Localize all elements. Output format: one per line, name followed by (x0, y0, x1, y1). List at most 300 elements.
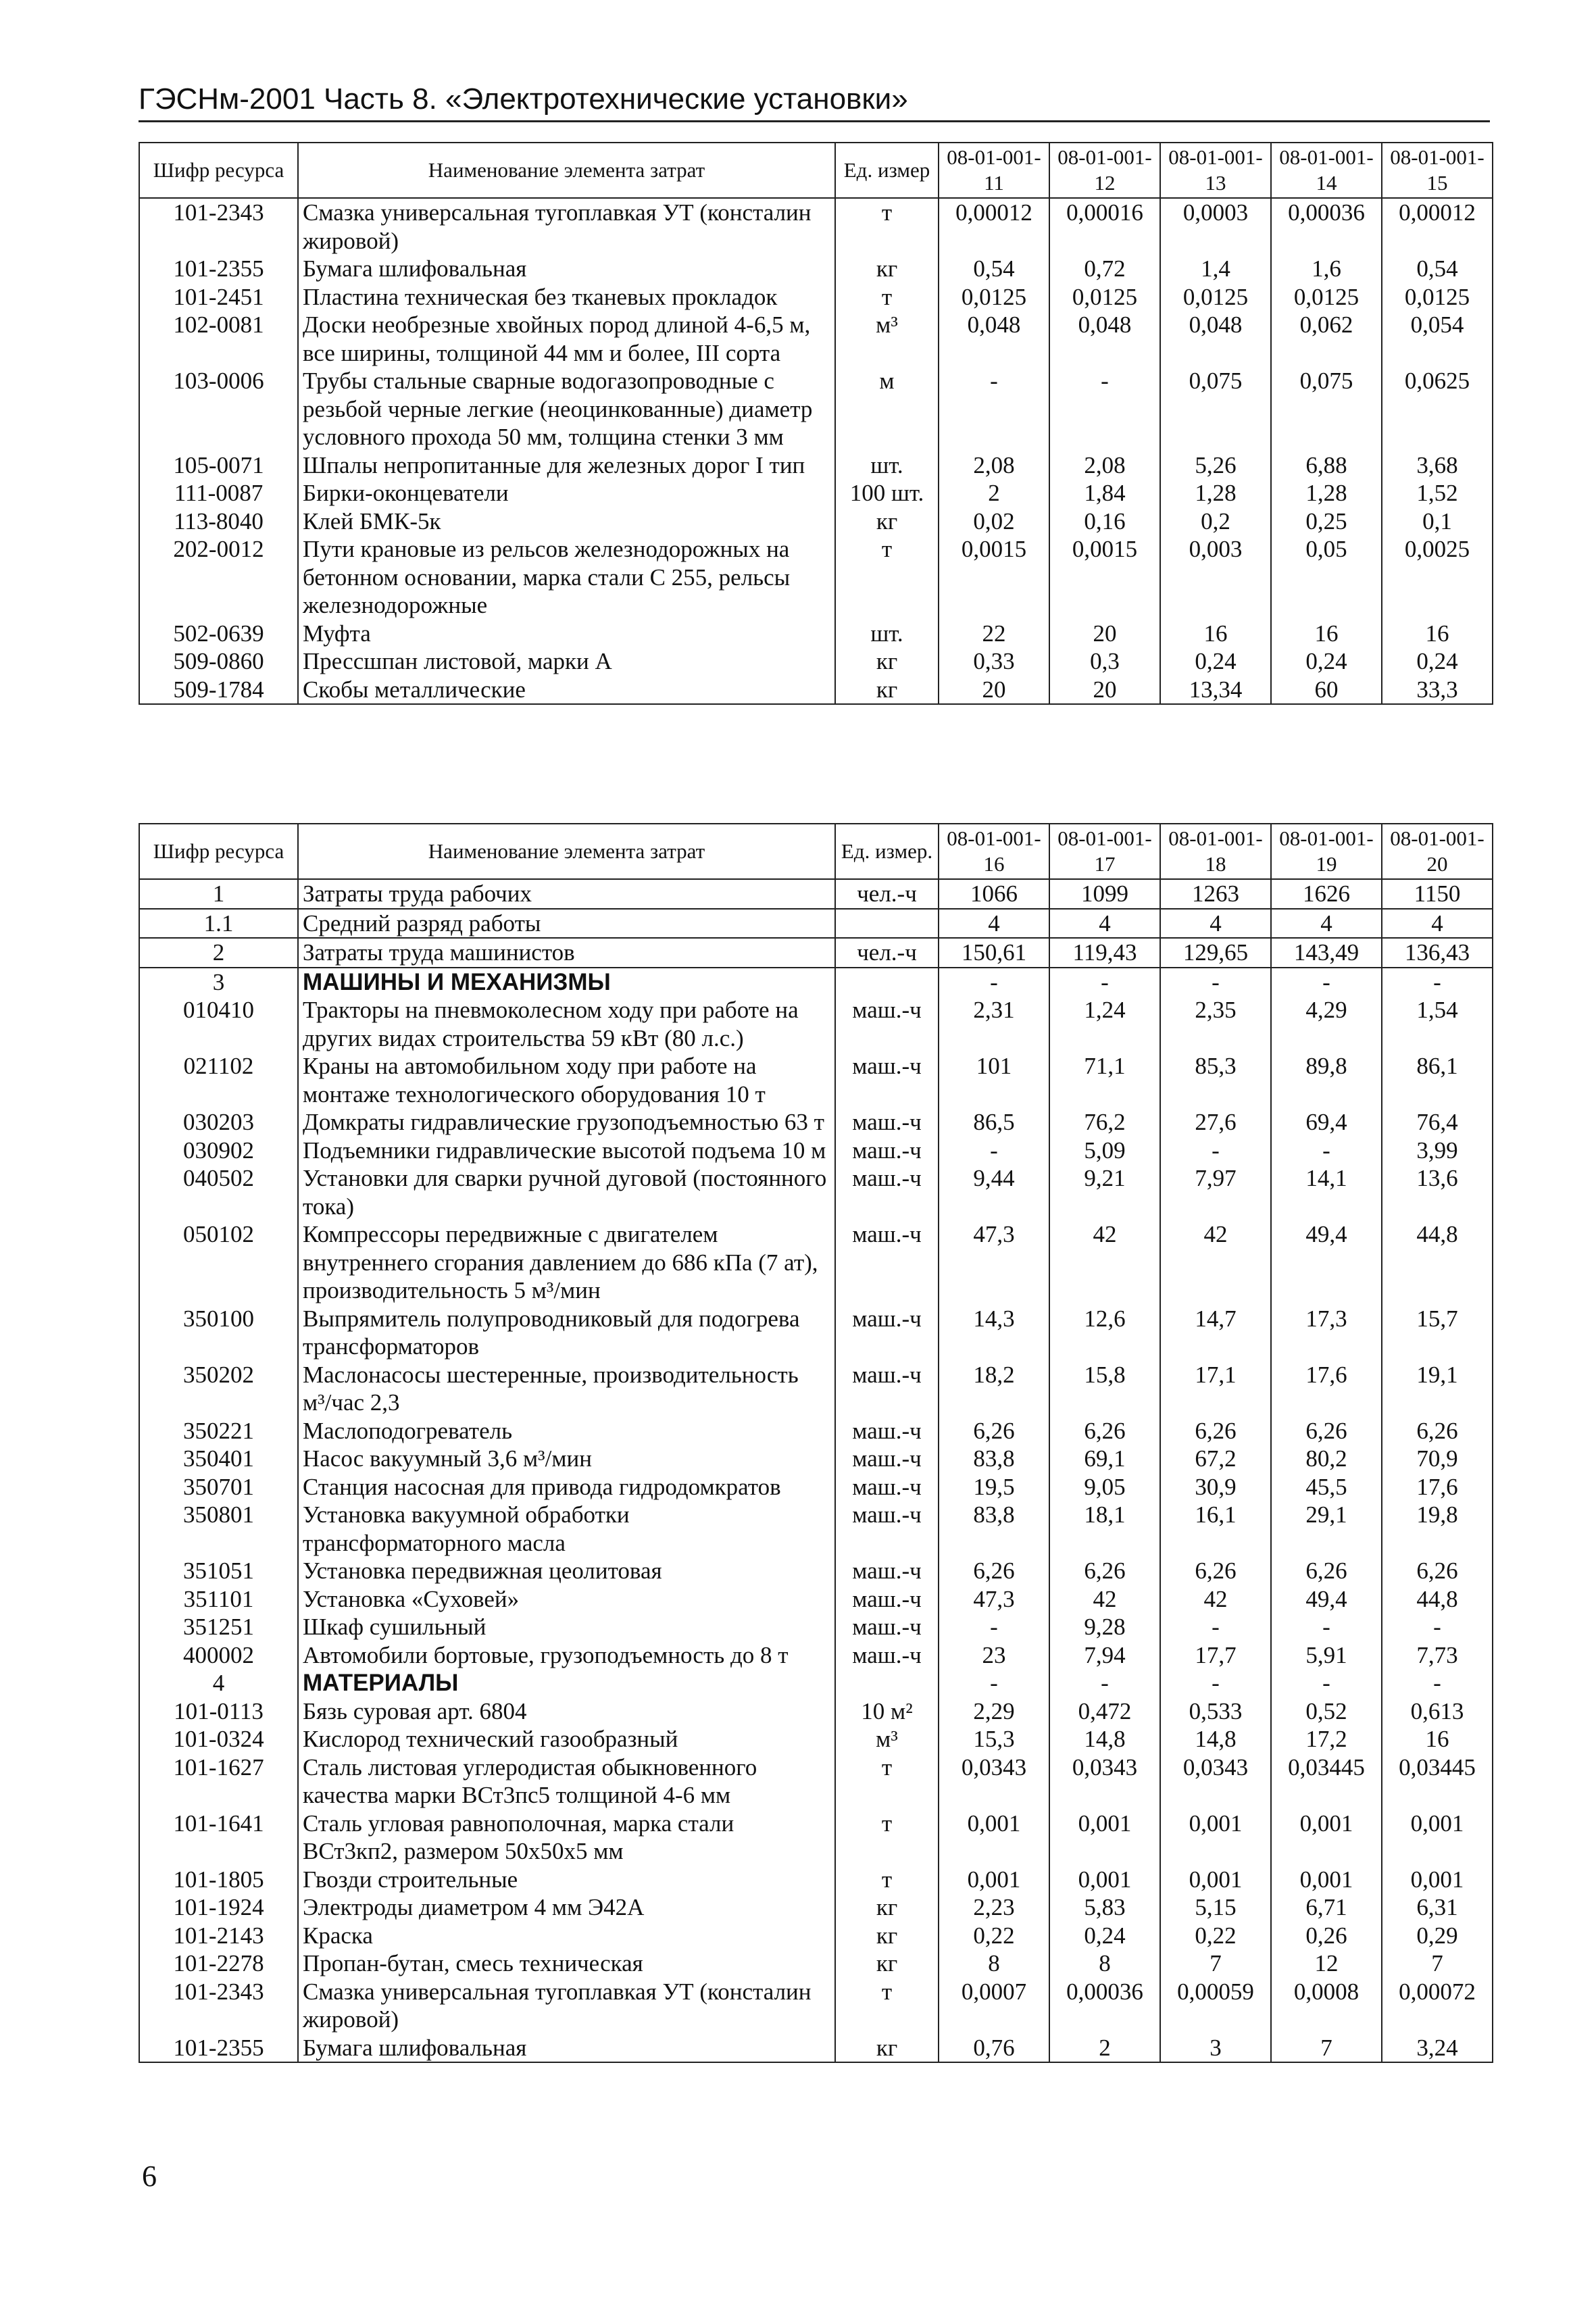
resource-name-cell: Доски необрезные хвойных пород длиной 4-6,5 м, все ширины, толщиной 44 мм и более, III сорта (298, 311, 835, 367)
value-cell: 0,02 (939, 507, 1049, 536)
value-cell: 33,3 (1382, 676, 1493, 705)
unit-cell: 10 м² (835, 1697, 939, 1726)
resource-code-cell: 351101 (139, 1585, 298, 1614)
header-rule (139, 120, 1490, 122)
resource-code-cell: 040502 (139, 1164, 298, 1220)
value-cell: 18,1 (1049, 1501, 1160, 1557)
resource-name-cell: Затраты труда машинистов (298, 938, 835, 968)
value-cell: 0,16 (1049, 507, 1160, 536)
resource-code-cell: 202-0012 (139, 535, 298, 620)
resource-name-cell: Бумага шлифовальная (298, 255, 835, 283)
value-cell: 85,3 (1160, 1052, 1271, 1108)
value-cell: 30,9 (1160, 1473, 1271, 1501)
resource-name-cell: МАШИНЫ И МЕХАНИЗМЫ (298, 968, 835, 997)
value-cell: 6,26 (939, 1417, 1049, 1445)
value-cell: 4 (1382, 909, 1493, 939)
table-row (139, 1501, 1493, 1557)
value-cell: 9,44 (939, 1164, 1049, 1220)
value-cell: 6,26 (1049, 1417, 1160, 1445)
resource-name-cell: Автомобили бортовые, грузоподъемность до 8 т (298, 1641, 835, 1670)
resource-name-cell: Электроды диаметром 4 мм Э42А (298, 1893, 835, 1922)
value-cell: 1263 (1160, 879, 1271, 909)
value-cell: 0,03445 (1382, 1753, 1493, 1810)
value-cell: 2,31 (939, 996, 1049, 1052)
value-cell: 0,05 (1271, 535, 1382, 620)
resource-code-cell: 2 (139, 938, 298, 968)
unit-cell (835, 968, 939, 997)
value-cell: 7 (1271, 2034, 1382, 2063)
resource-code-cell: 101-2343 (139, 198, 298, 255)
column-header: Шифр ресурса (139, 143, 298, 198)
resource-table-1 (139, 142, 1493, 705)
value-cell: 13,6 (1382, 1164, 1493, 1220)
value-cell: 86,1 (1382, 1052, 1493, 1108)
value-cell: 9,28 (1049, 1613, 1160, 1641)
table-body (139, 198, 1493, 704)
value-cell: 47,3 (939, 1585, 1049, 1614)
value-cell: - (939, 367, 1049, 451)
table-row (139, 968, 1493, 997)
value-cell: 17,7 (1160, 1641, 1271, 1670)
column-header: Шифр ресурса (139, 824, 298, 879)
value-cell: 5,83 (1049, 1893, 1160, 1922)
value-cell: 0,1 (1382, 507, 1493, 536)
value-cell: 67,2 (1160, 1445, 1271, 1473)
value-cell: 13,34 (1160, 676, 1271, 705)
resource-name-cell: Установка передвижная цеолитовая (298, 1557, 835, 1585)
resource-name-cell: Бирки-оконцеватели (298, 479, 835, 507)
value-cell: 0,76 (939, 2034, 1049, 2063)
table-row (139, 909, 1493, 939)
value-cell: 9,05 (1049, 1473, 1160, 1501)
table-row (139, 1052, 1493, 1108)
value-cell: 6,26 (1160, 1417, 1271, 1445)
table-row (139, 1585, 1493, 1614)
value-cell: 17,6 (1271, 1361, 1382, 1417)
value-cell: 0,29 (1382, 1922, 1493, 1950)
value-cell: 17,2 (1271, 1725, 1382, 1753)
value-cell: - (1160, 1669, 1271, 1697)
resource-code-cell: 502-0639 (139, 620, 298, 648)
value-cell: 16 (1382, 1725, 1493, 1753)
value-cell: 12 (1271, 1949, 1382, 1978)
value-cell: 0,0015 (939, 535, 1049, 620)
table-row (139, 1417, 1493, 1445)
resource-code-cell: 351251 (139, 1613, 298, 1641)
table-row (139, 1108, 1493, 1137)
value-cell: 4 (1271, 909, 1382, 939)
resource-name-cell: МАТЕРИАЛЫ (298, 1669, 835, 1697)
value-cell: 2,35 (1160, 996, 1271, 1052)
table-row (139, 1893, 1493, 1922)
unit-cell: м³ (835, 1725, 939, 1753)
value-cell: 150,61 (939, 938, 1049, 968)
table-row (139, 1557, 1493, 1585)
value-cell: 14,8 (1160, 1725, 1271, 1753)
column-header: Наименование элемента затрат (298, 824, 835, 879)
unit-cell: т (835, 283, 939, 312)
value-cell: 2,08 (939, 451, 1049, 480)
value-cell: - (1160, 1137, 1271, 1165)
table-row (139, 676, 1493, 705)
resource-table-2 (139, 823, 1493, 2063)
value-cell: 14,3 (939, 1305, 1049, 1361)
value-cell: 1,54 (1382, 996, 1493, 1052)
value-cell: 44,8 (1382, 1220, 1493, 1305)
value-cell: 1099 (1049, 879, 1160, 909)
value-cell: 86,5 (939, 1108, 1049, 1137)
resource-code-cell: 509-0860 (139, 647, 298, 676)
resource-code-cell: 400002 (139, 1641, 298, 1670)
value-cell: 6,26 (1271, 1557, 1382, 1585)
unit-cell: чел.-ч (835, 879, 939, 909)
unit-cell: кг (835, 676, 939, 705)
resource-code-cell: 350202 (139, 1361, 298, 1417)
unit-cell: маш.-ч (835, 1108, 939, 1137)
value-cell: 6,26 (1160, 1557, 1271, 1585)
value-cell: 0,00012 (1382, 198, 1493, 255)
value-cell: 0,0025 (1382, 535, 1493, 620)
table-row (139, 367, 1493, 451)
table-row (139, 1949, 1493, 1978)
value-cell: 1626 (1271, 879, 1382, 909)
unit-cell: маш.-ч (835, 1361, 939, 1417)
value-cell: - (1271, 968, 1382, 997)
resource-code-cell: 1 (139, 879, 298, 909)
unit-cell: маш.-ч (835, 996, 939, 1052)
value-cell: 70,9 (1382, 1445, 1493, 1473)
table-row (139, 311, 1493, 367)
table-row (139, 620, 1493, 648)
value-cell: 0,22 (1160, 1922, 1271, 1950)
value-cell: 42 (1049, 1220, 1160, 1305)
resource-code-cell: 350401 (139, 1445, 298, 1473)
value-cell: 0,0125 (939, 283, 1049, 312)
unit-cell: маш.-ч (835, 1137, 939, 1165)
value-cell: 20 (939, 676, 1049, 705)
unit-cell: чел.-ч (835, 938, 939, 968)
value-cell: 0,001 (1271, 1810, 1382, 1866)
value-cell: 0,54 (939, 255, 1049, 283)
value-cell: - (1049, 968, 1160, 997)
resource-code-cell: 350701 (139, 1473, 298, 1501)
value-cell: 0,001 (1160, 1866, 1271, 1894)
value-cell: 0,00012 (939, 198, 1049, 255)
resource-name-cell: Клей БМК-5к (298, 507, 835, 536)
value-cell: 0,24 (1160, 647, 1271, 676)
value-cell: 44,8 (1382, 1585, 1493, 1614)
resource-name-cell: Маслоподогреватель (298, 1417, 835, 1445)
table-row (139, 1978, 1493, 2034)
value-cell: 17,6 (1382, 1473, 1493, 1501)
table-row (139, 1810, 1493, 1866)
table-row (139, 479, 1493, 507)
value-cell: 47,3 (939, 1220, 1049, 1305)
value-cell: 8 (939, 1949, 1049, 1978)
value-cell: 0,075 (1160, 367, 1271, 451)
column-header: 08-01-001-20 (1382, 824, 1493, 879)
page-number: 6 (142, 2160, 157, 2193)
unit-cell: маш.-ч (835, 1445, 939, 1473)
table-row (139, 938, 1493, 968)
value-cell: 6,26 (939, 1557, 1049, 1585)
resource-name-cell: Смазка универсальная тугоплавкая УТ (консталин жировой) (298, 198, 835, 255)
resource-code-cell: 101-2355 (139, 255, 298, 283)
table-row (139, 1305, 1493, 1361)
resource-name-cell: Пропан-бутан, смесь техническая (298, 1949, 835, 1978)
value-cell: 0,72 (1049, 255, 1160, 283)
value-cell: 3 (1160, 2034, 1271, 2063)
unit-cell: т (835, 1978, 939, 2034)
unit-cell: кг (835, 1922, 939, 1950)
value-cell: 19,5 (939, 1473, 1049, 1501)
value-cell: 7,97 (1160, 1164, 1271, 1220)
resource-name-cell: Сталь угловая равнополочная, марка стали ВСт3кп2, размером 50x50x5 мм (298, 1810, 835, 1866)
value-cell: 0,001 (1382, 1810, 1493, 1866)
page-header: ГЭСНм-2001 Часть 8. «Электротехнические установки» (139, 82, 908, 116)
column-header: 08-01-001-12 (1049, 143, 1160, 198)
value-cell: - (1271, 1137, 1382, 1165)
value-cell: 0,52 (1271, 1697, 1382, 1726)
value-cell: 7 (1382, 1949, 1493, 1978)
unit-cell: шт. (835, 620, 939, 648)
value-cell: 0,0015 (1049, 535, 1160, 620)
value-cell: 1,24 (1049, 996, 1160, 1052)
value-cell: 27,6 (1160, 1108, 1271, 1137)
value-cell: 1066 (939, 879, 1049, 909)
value-cell: 0,048 (939, 311, 1049, 367)
unit-cell: кг (835, 1893, 939, 1922)
resource-code-cell: 101-1627 (139, 1753, 298, 1810)
column-header: 08-01-001-13 (1160, 143, 1271, 198)
resource-name-cell: Средний разряд работы (298, 909, 835, 939)
value-cell: 22 (939, 620, 1049, 648)
value-cell: 0,03445 (1271, 1753, 1382, 1810)
unit-cell: т (835, 1810, 939, 1866)
value-cell: - (1271, 1613, 1382, 1641)
table-row (139, 879, 1493, 909)
value-cell: 3,68 (1382, 451, 1493, 480)
value-cell: 9,21 (1049, 1164, 1160, 1220)
value-cell: 69,1 (1049, 1445, 1160, 1473)
value-cell: - (1382, 1613, 1493, 1641)
value-cell: 49,4 (1271, 1585, 1382, 1614)
table-row (139, 1361, 1493, 1417)
unit-cell: т (835, 1753, 939, 1810)
value-cell: 0,0125 (1271, 283, 1382, 312)
value-cell: 0,054 (1382, 311, 1493, 367)
resource-code-cell: 050102 (139, 1220, 298, 1305)
value-cell: 0,613 (1382, 1697, 1493, 1726)
value-cell: 0,0343 (1160, 1753, 1271, 1810)
column-header: 08-01-001-11 (939, 143, 1049, 198)
value-cell: 1,28 (1160, 479, 1271, 507)
value-cell: 5,09 (1049, 1137, 1160, 1165)
value-cell: 0,0008 (1271, 1978, 1382, 2034)
resource-name-cell: Установка «Суховей» (298, 1585, 835, 1614)
value-cell: 0,0007 (939, 1978, 1049, 2034)
value-cell: 0,33 (939, 647, 1049, 676)
resource-code-cell: 101-0324 (139, 1725, 298, 1753)
value-cell: 42 (1160, 1585, 1271, 1614)
value-cell: 19,8 (1382, 1501, 1493, 1557)
value-cell: 0,3 (1049, 647, 1160, 676)
table-row (139, 535, 1493, 620)
table-row (139, 1669, 1493, 1697)
column-header: 08-01-001-14 (1271, 143, 1382, 198)
table-body (139, 879, 1493, 2062)
resource-name-cell: Сталь листовая углеродистая обыкновенного качества марки ВСт3пс5 толщиной 4-6 мм (298, 1753, 835, 1810)
value-cell: 0,24 (1382, 647, 1493, 676)
resource-name-cell: Тракторы на пневмоколесном ходу при работе на других видах строительства 59 кВт (80 л.с.) (298, 996, 835, 1052)
table-row (139, 1641, 1493, 1670)
table-row (139, 1753, 1493, 1810)
value-cell: 18,2 (939, 1361, 1049, 1417)
resource-name-cell: Краска (298, 1922, 835, 1950)
resource-name-cell: Трубы стальные сварные водогазопроводные с резьбой черные легкие (неоцинкованные) диаметр условного прохода 50 мм, толщина стенки 3 мм (298, 367, 835, 451)
value-cell: 0,0125 (1049, 283, 1160, 312)
unit-cell: кг (835, 507, 939, 536)
unit-cell: кг (835, 2034, 939, 2063)
unit-cell: маш.-ч (835, 1613, 939, 1641)
resource-code-cell: 3 (139, 968, 298, 997)
resource-name-cell: Гвозди строительные (298, 1866, 835, 1894)
resource-code-cell: 101-1924 (139, 1893, 298, 1922)
unit-cell (835, 1669, 939, 1697)
table-row (139, 1473, 1493, 1501)
table-header-row (139, 824, 1493, 879)
resource-name-cell: Шкаф сушильный (298, 1613, 835, 1641)
resource-name-cell: Муфта (298, 620, 835, 648)
resource-code-cell: 101-2451 (139, 283, 298, 312)
value-cell: 16 (1271, 620, 1382, 648)
table-row (139, 1613, 1493, 1641)
column-header: Ед. измер. (835, 824, 939, 879)
table-row (139, 451, 1493, 480)
value-cell: 2 (1049, 2034, 1160, 2063)
unit-cell: маш.-ч (835, 1585, 939, 1614)
value-cell: 80,2 (1271, 1445, 1382, 1473)
table-row (139, 1697, 1493, 1726)
resource-code-cell: 350801 (139, 1501, 298, 1557)
resource-name-cell: Выпрямитель полупроводниковый для подогрева трансформаторов (298, 1305, 835, 1361)
resource-code-cell: 010410 (139, 996, 298, 1052)
resource-name-cell: Пути крановые из рельсов железнодорожных на бетонном основании, марка стали С 255, рельсы железнодорожные (298, 535, 835, 620)
value-cell: 8 (1049, 1949, 1160, 1978)
unit-cell: маш.-ч (835, 1501, 939, 1557)
resource-name-cell: Маслонасосы шестеренные, производительность м³/час 2,3 (298, 1361, 835, 1417)
value-cell: 3,99 (1382, 1137, 1493, 1165)
resource-code-cell: 103-0006 (139, 367, 298, 451)
table-row (139, 996, 1493, 1052)
resource-name-cell: Подъемники гидравлические высотой подъема 10 м (298, 1137, 835, 1165)
value-cell: 0,001 (939, 1810, 1049, 1866)
value-cell: 83,8 (939, 1501, 1049, 1557)
value-cell: 1,84 (1049, 479, 1160, 507)
value-cell: 1,4 (1160, 255, 1271, 283)
table-row (139, 198, 1493, 255)
value-cell: 0,54 (1382, 255, 1493, 283)
value-cell: - (939, 1613, 1049, 1641)
unit-cell: маш.-ч (835, 1641, 939, 1670)
value-cell: 3,24 (1382, 2034, 1493, 2063)
value-cell: 14,7 (1160, 1305, 1271, 1361)
resource-name-cell: Насос вакуумный 3,6 м³/мин (298, 1445, 835, 1473)
resource-code-cell: 1.1 (139, 909, 298, 939)
value-cell: - (1271, 1669, 1382, 1697)
value-cell: 16,1 (1160, 1501, 1271, 1557)
value-cell: 0,2 (1160, 507, 1271, 536)
value-cell: 2,23 (939, 1893, 1049, 1922)
value-cell: 16 (1160, 620, 1271, 648)
resource-code-cell: 509-1784 (139, 676, 298, 705)
value-cell: 23 (939, 1641, 1049, 1670)
resource-code-cell: 101-2355 (139, 2034, 298, 2063)
value-cell: - (1160, 968, 1271, 997)
value-cell: 0,0125 (1160, 283, 1271, 312)
value-cell: 15,3 (939, 1725, 1049, 1753)
value-cell: 1150 (1382, 879, 1493, 909)
resource-code-cell: 4 (139, 1669, 298, 1697)
unit-cell: т (835, 1866, 939, 1894)
table-row (139, 1725, 1493, 1753)
value-cell: 4,29 (1271, 996, 1382, 1052)
unit-cell: м³ (835, 311, 939, 367)
resource-name-cell: Бумага шлифовальная (298, 2034, 835, 2063)
unit-cell: маш.-ч (835, 1220, 939, 1305)
value-cell: 0,003 (1160, 535, 1271, 620)
value-cell: 17,3 (1271, 1305, 1382, 1361)
value-cell: 0,001 (1271, 1866, 1382, 1894)
table-row (139, 507, 1493, 536)
resource-name-cell: Компрессоры передвижные с двигателем внутреннего сгорания давлением до 686 кПа (7 ат), производительность 5 м³/мин (298, 1220, 835, 1305)
resource-code-cell: 101-2278 (139, 1949, 298, 1978)
table-row (139, 255, 1493, 283)
value-cell: 0,048 (1049, 311, 1160, 367)
value-cell: 45,5 (1271, 1473, 1382, 1501)
unit-cell (835, 909, 939, 939)
unit-cell: 100 шт. (835, 479, 939, 507)
resource-code-cell: 101-1641 (139, 1810, 298, 1866)
value-cell: 4 (1160, 909, 1271, 939)
value-cell: 0,075 (1271, 367, 1382, 451)
value-cell: 0,0125 (1382, 283, 1493, 312)
value-cell: 42 (1160, 1220, 1271, 1305)
resource-code-cell: 030203 (139, 1108, 298, 1137)
table-row (139, 1220, 1493, 1305)
unit-cell: кг (835, 647, 939, 676)
value-cell: 0,001 (1160, 1810, 1271, 1866)
value-cell: 5,26 (1160, 451, 1271, 480)
value-cell: 0,533 (1160, 1697, 1271, 1726)
value-cell: 7,94 (1049, 1641, 1160, 1670)
value-cell: 1,6 (1271, 255, 1382, 283)
table-row (139, 1164, 1493, 1220)
value-cell: 0,00036 (1271, 198, 1382, 255)
value-cell: 0,0625 (1382, 367, 1493, 451)
value-cell: 7 (1160, 1949, 1271, 1978)
value-cell: 7,73 (1382, 1641, 1493, 1670)
value-cell: 0,048 (1160, 311, 1271, 367)
value-cell: 29,1 (1271, 1501, 1382, 1557)
value-cell: 6,26 (1382, 1417, 1493, 1445)
resource-name-cell: Шпалы непропитанные для железных дорог I тип (298, 451, 835, 480)
value-cell: 0,0003 (1160, 198, 1271, 255)
resource-code-cell: 105-0071 (139, 451, 298, 480)
value-cell: 6,31 (1382, 1893, 1493, 1922)
value-cell: 1,52 (1382, 479, 1493, 507)
value-cell: 101 (939, 1052, 1049, 1108)
